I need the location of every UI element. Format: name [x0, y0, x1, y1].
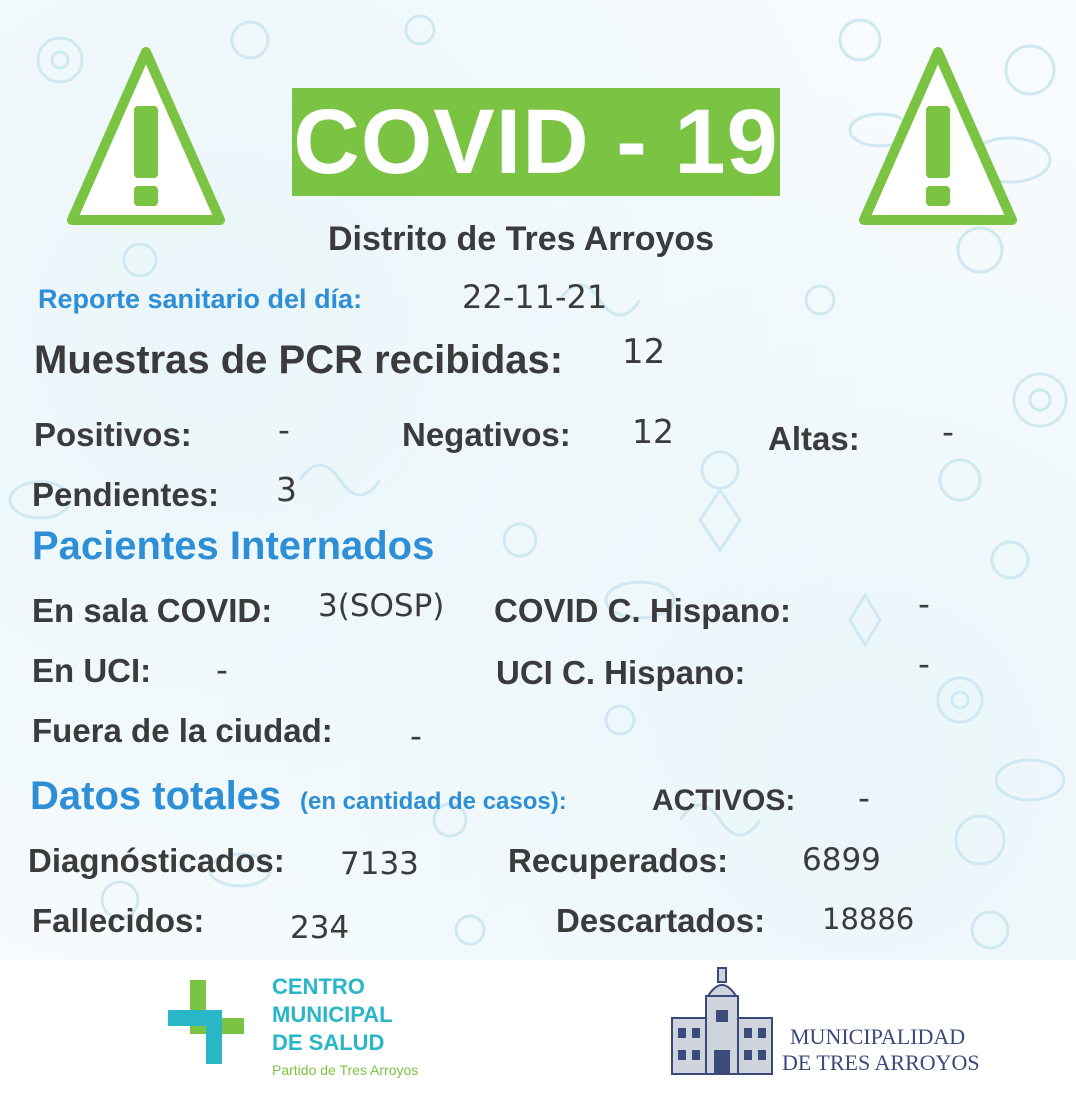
uci-hispano-value: - — [918, 644, 930, 683]
centro-line1: CENTRO — [272, 974, 365, 999]
warning-triangle-icon — [64, 44, 228, 230]
recuperados-value: 6899 — [802, 842, 881, 878]
footer — [0, 960, 1076, 1101]
sala-covid-label: En sala COVID: — [32, 592, 273, 629]
totales-subheading: (en cantidad de casos): — [300, 788, 567, 815]
negativos-label: Negativos: — [402, 416, 571, 453]
muni-line1: MUNICIPALIDAD — [790, 1024, 966, 1049]
uci-hispano-label: UCI C. Hispano: — [496, 654, 746, 691]
fallecidos-value: 234 — [290, 910, 350, 946]
activos-label: ACTIVOS: — [652, 784, 796, 817]
district-subtitle: Distrito de Tres Arroyos — [328, 220, 715, 258]
muni-line2: DE TRES ARROYOS — [782, 1050, 980, 1075]
diagnosticados-label: Diagnósticados: — [28, 842, 285, 879]
descartados-label: Descartados: — [556, 902, 766, 939]
descartados-value: 18886 — [822, 902, 915, 936]
covid-hispano-label: COVID C. Hispano: — [494, 592, 792, 629]
pcr-value: 12 — [622, 332, 666, 372]
fallecidos-label: Fallecidos: — [32, 902, 205, 939]
activos-value: - — [858, 778, 870, 817]
fuera-ciudad-value: - — [410, 716, 422, 755]
uci-label: En UCI: — [32, 652, 152, 689]
centro-subtitle: Partido de Tres Arroyos — [272, 1062, 419, 1078]
diagnosticados-value: 7133 — [340, 846, 419, 882]
warning-triangle-icon — [856, 44, 1020, 230]
pcr-label: Muestras de PCR recibidas: — [34, 338, 564, 382]
page-title: COVID - 19 — [293, 91, 779, 193]
pendientes-value: 3 — [276, 470, 297, 509]
fuera-ciudad-label: Fuera de la ciudad: — [32, 712, 333, 749]
cross-icon — [160, 976, 252, 1068]
recuperados-label: Recuperados: — [508, 842, 729, 879]
uci-value: - — [216, 650, 228, 689]
positivos-value: - — [278, 410, 290, 449]
report-date: 22-11-21 — [462, 278, 608, 316]
altas-label: Altas: — [768, 420, 860, 457]
report-label: Reporte sanitario del día: — [38, 284, 363, 314]
positivos-label: Positivos: — [34, 416, 192, 453]
negativos-value: 12 — [632, 412, 674, 451]
town-hall-icon — [668, 966, 776, 1078]
centro-line2: MUNICIPAL — [272, 1002, 393, 1027]
sala-covid-value: 3(SOSP) — [318, 588, 445, 624]
totales-heading: Datos totales — [30, 774, 282, 818]
pendientes-label: Pendientes: — [32, 476, 220, 513]
covid-hispano-value: - — [918, 584, 930, 623]
altas-value: - — [942, 412, 954, 451]
internados-heading: Pacientes Internados — [32, 524, 435, 568]
centro-line3: DE SALUD — [272, 1030, 385, 1055]
